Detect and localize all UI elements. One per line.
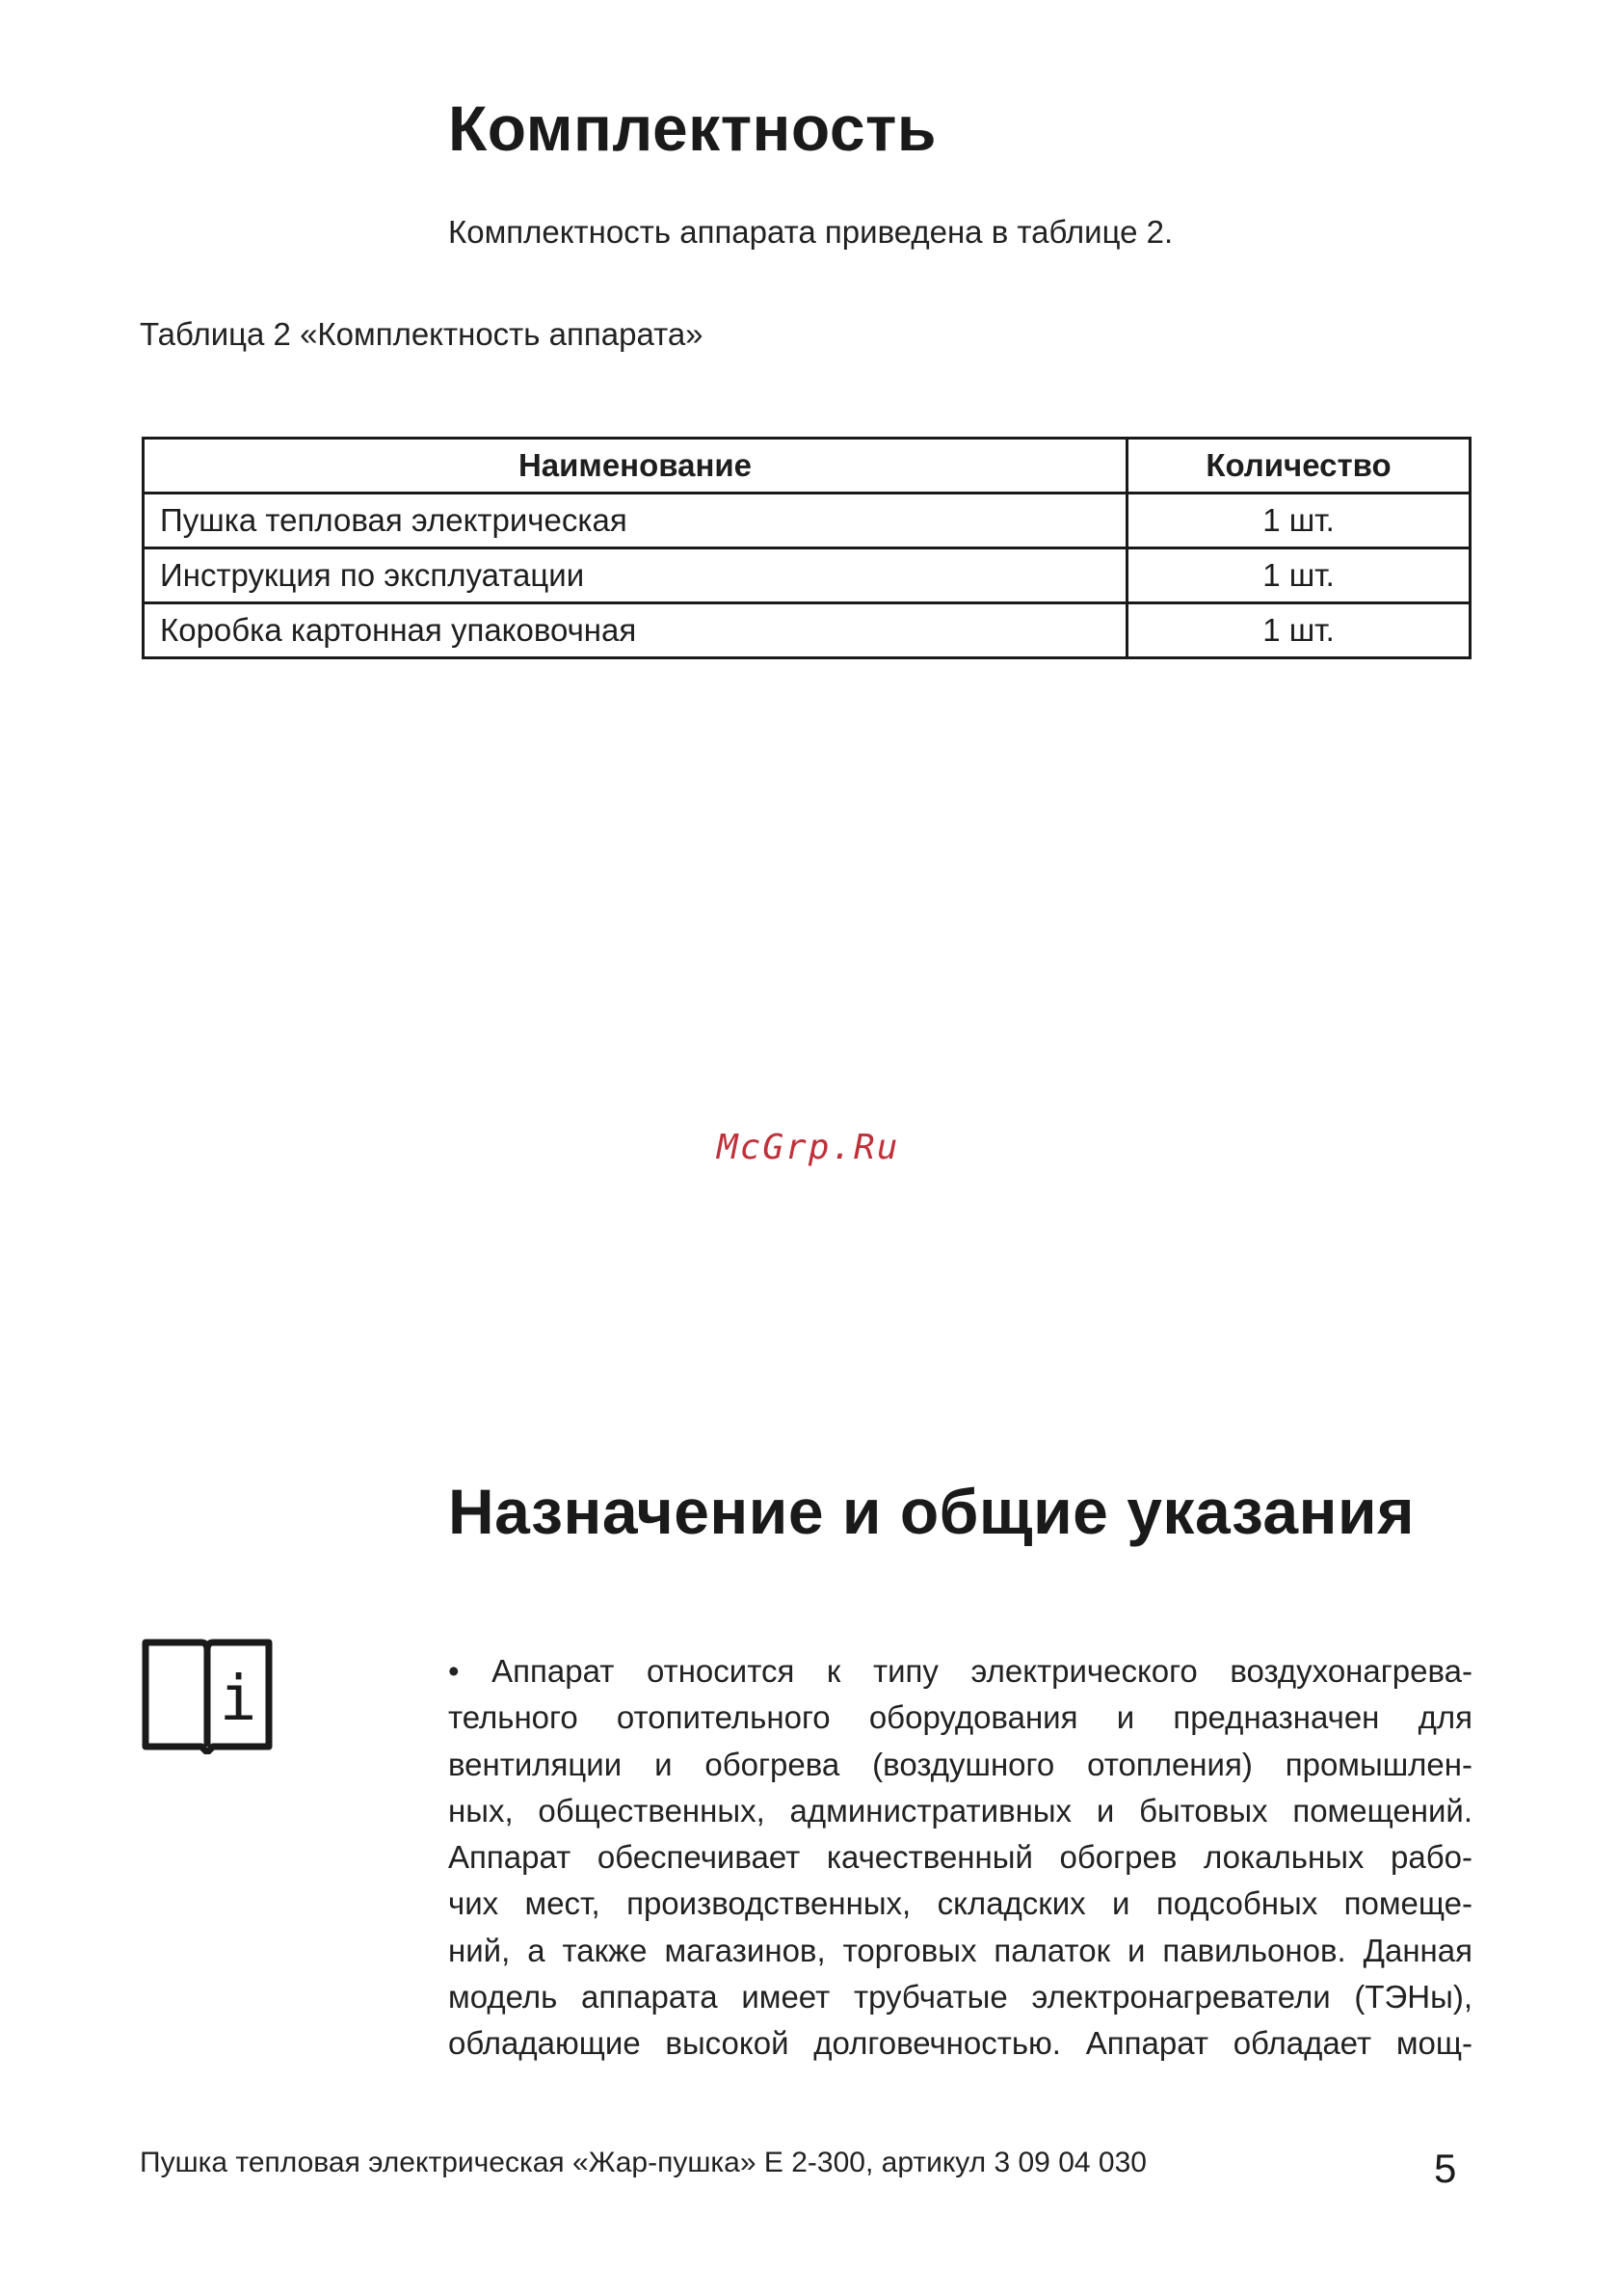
body-line: ний, а также магазинов, торговых палаток и павильонов. Данная	[448, 1932, 1472, 1968]
body-line: обладающие высокой долговечностью. Аппарат обладает мощ-	[448, 2025, 1472, 2062]
column-header-quantity: Количество	[1127, 439, 1471, 494]
section-intro: Комплектность аппарата приведена в таблице 2.	[448, 214, 1174, 250]
manual-info-book-icon	[142, 1639, 273, 1754]
cell-quantity: 1 шт.	[1127, 548, 1471, 603]
cell-quantity: 1 шт.	[1127, 603, 1471, 658]
cell-quantity: 1 шт.	[1127, 494, 1471, 548]
body-line: модель аппарата имеет трубчатые электронагреватели (ТЭНы),	[448, 1979, 1472, 2016]
table-row	[144, 548, 1471, 603]
column-header-name: Наименование	[144, 439, 1127, 494]
completeness-table	[142, 437, 1472, 659]
svg-text:i: i	[219, 1664, 257, 1735]
body-line: вентиляции и обогрева (воздушного отопления) промышлен-	[448, 1746, 1472, 1782]
table-caption: Таблица 2 «Комплектность аппарата»	[140, 316, 703, 352]
section-title-completeness: Комплектность	[448, 93, 937, 164]
body-line: тельного отопительного оборудования и предназначен для	[448, 1699, 1472, 1736]
cell-name: Инструкция по эксплуатации	[144, 548, 1127, 603]
cell-name: Пушка тепловая электрическая	[144, 494, 1127, 548]
body-line: чих мест, производственных, складских и подсобных помеще-	[448, 1885, 1472, 1922]
body-line: • Аппарат относится к типу электрического воздухонагрева-	[448, 1653, 1472, 1689]
body-line: ных, общественных, административных и бытовых помещений.	[448, 1792, 1472, 1829]
body-line: Аппарат обеспечивает качественный обогрев локальных рабо-	[448, 1839, 1472, 1876]
table-row	[144, 494, 1471, 548]
page-number: 5	[1434, 2146, 1457, 2191]
watermark: McGrp.Ru	[717, 1128, 900, 1167]
table-row	[144, 603, 1471, 658]
section-title-purpose: Назначение и общие указания	[448, 1476, 1416, 1547]
cell-name: Коробка картонная упаковочная	[144, 603, 1127, 658]
table-header-row	[144, 439, 1471, 494]
purpose-body-text	[448, 1648, 1472, 2068]
footer-product-line: Пушка тепловая электрическая «Жар-пушка» Е 2-300, артикул 3 09 04 030	[140, 2147, 1147, 2178]
